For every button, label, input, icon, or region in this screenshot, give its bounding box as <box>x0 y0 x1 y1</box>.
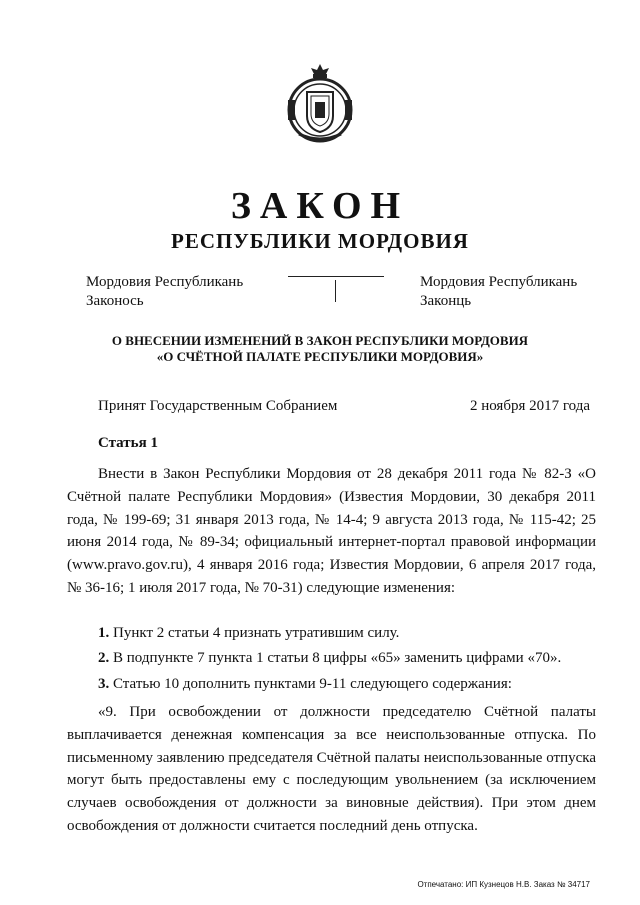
erzya-line-2: Законць <box>420 293 472 309</box>
law-subject <box>0 333 640 365</box>
moksha-line-2: Законось <box>86 293 144 309</box>
print-note: Отпечатано: ИП Кузнецов Н.В. Заказ № 34717 <box>417 880 590 889</box>
list-item-number: 1. <box>98 625 110 641</box>
list-item-text: Пункт 2 статьи 4 признать утратившим силу. <box>113 625 400 641</box>
list-item <box>98 676 512 693</box>
list-item-text: В подпункте 7 пункта 1 статьи 8 цифры «65» заменить цифрами «70». <box>113 650 562 666</box>
moksha-caption <box>86 273 243 311</box>
moksha-line-1: Мордовия Республикань <box>86 274 244 290</box>
erzya-caption <box>420 273 577 311</box>
list-item-text: Статью 10 дополнить пунктами 9-11 следующего содержания: <box>113 676 512 692</box>
erzya-line-1: Мордовия Республикань <box>420 274 578 290</box>
quoted-amendment <box>67 701 596 838</box>
header-divider-tick <box>335 280 336 302</box>
list-item <box>98 625 399 642</box>
subject-line-2: «О СЧЁТНОЙ ПАЛАТЕ РЕСПУБЛИКИ МОРДОВИЯ» <box>156 349 484 364</box>
list-item-number: 3. <box>98 676 110 692</box>
article-heading: Статья 1 <box>98 435 158 451</box>
quoted-amendment-text: «9. При освобождении от должности председателю Счётной палаты выплачивается денежная компенсация за все неиспользованные отпуска. По письменному заявлению председателя Счётной палаты неиспользованные отпуска могут быть предоставлены ему с последующим увольнением (за исключением случаев освобождения от должности за виновные действия). При этом днем освобождения от должности считается последний день отпуска. <box>67 704 596 834</box>
adoption-date: 2 ноября 2017 года <box>469 398 590 414</box>
article-intro <box>67 463 596 600</box>
list-item <box>98 650 561 667</box>
law-subtitle: РЕСПУБЛИКИ МОРДОВИЯ <box>171 229 469 253</box>
article-intro-text: Внести в Закон Республики Мордовия от 28 декабря 2011 года № 82-З «О Счётной палате Республики Мордовия» (Известия Мордовии, 30 декабря 2011 года, № 199-69; 31 января 2013 года, № 14-4; 9 августа 2013 года, № 115-42; 25 июня 2014 года, № 89-34; официальный интернет-портал правовой информации (www.pravo.gov.ru), 4 января 2016 года; Известия Мордовии, 6 апреля 2017 года, № 36-16; 1 июля 2017 года, № 70-31) следующие изменения: <box>67 466 596 596</box>
mordovia-coat-of-arms-icon <box>285 62 355 144</box>
law-title: ЗАКОН <box>230 185 410 227</box>
adoption-text: Принят Государственным Собранием <box>98 398 338 414</box>
header-divider <box>288 276 384 277</box>
list-item-number: 2. <box>98 650 110 666</box>
subject-line-1: О ВНЕСЕНИИ ИЗМЕНЕНИЙ В ЗАКОН РЕСПУБЛИКИ МОРДОВИЯ <box>111 333 529 348</box>
